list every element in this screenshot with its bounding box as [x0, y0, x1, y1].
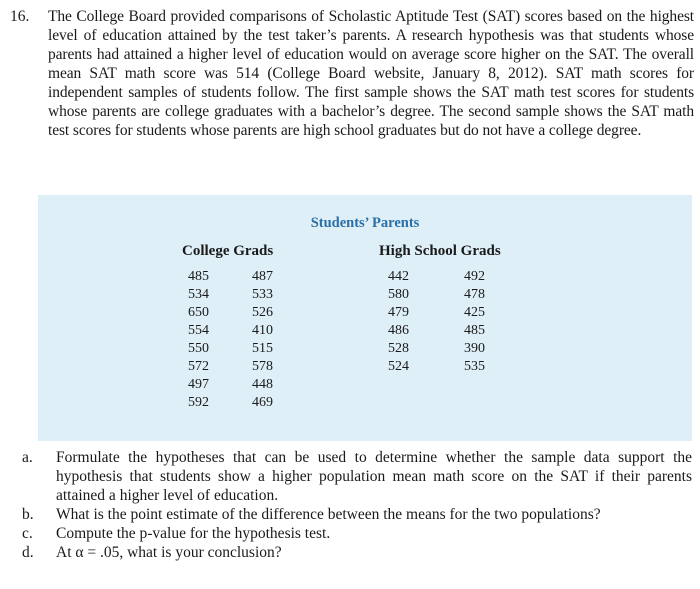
table-cell: 442	[388, 269, 409, 284]
question-text: Compute the p-value for the hypothesis test.	[56, 525, 331, 542]
table-cell: 478	[464, 287, 485, 302]
question-text: At α = .05, what is your conclusion?	[56, 544, 282, 561]
question-label: a.	[22, 449, 33, 466]
table-cell: 410	[252, 323, 273, 338]
college-grads-column-2	[252, 268, 273, 412]
table-cell: 524	[388, 359, 409, 374]
table-cell: 534	[188, 287, 209, 302]
table-cell: 487	[252, 269, 273, 284]
table-cell: 526	[252, 305, 273, 320]
table-title: Students’ Parents	[310, 215, 420, 231]
table-cell: 592	[188, 395, 209, 410]
question-label: b.	[22, 506, 34, 523]
high-school-grads-column-2	[464, 268, 485, 376]
table-cell: 390	[464, 341, 485, 356]
table-cell: 580	[388, 287, 409, 302]
table-cell: 448	[252, 377, 273, 392]
table-cell: 479	[388, 305, 409, 320]
table-cell: 650	[188, 305, 209, 320]
question-text: What is the point estimate of the difference between the means for the two populations?	[56, 506, 601, 523]
high-school-grads-column-1	[388, 268, 409, 376]
question-list	[22, 448, 692, 562]
question-item	[22, 505, 692, 524]
table-cell: 485	[464, 323, 485, 338]
college-grads-header: College Grads	[182, 243, 274, 259]
question-item	[22, 524, 692, 543]
table-cell: 528	[388, 341, 409, 356]
table-cell: 550	[188, 341, 209, 356]
question-label: d.	[22, 544, 34, 561]
high-school-grads-header: High School Grads	[379, 243, 501, 259]
question-text: Formulate the hypotheses that can be used to determine whether the sample data support the hypothesis that students show a higher population mean math score on the SAT if their parents attained a higher level of education.	[56, 449, 692, 504]
question-item	[22, 448, 692, 505]
table-cell: 497	[188, 377, 209, 392]
question-item	[22, 543, 692, 562]
table-cell: 425	[464, 305, 485, 320]
table-cell: 486	[388, 323, 409, 338]
table-cell: 515	[252, 341, 273, 356]
problem-intro: The College Board provided comparisons of Scholastic Aptitude Test (SAT) scores based on the highest level of education attained by the test taker’s parents. A research hypothesis was that students whose parents had attained a higher level of education would on average score higher on the SAT. The overall mean SAT math score was 514 (College Board website, January 8, 2012). SAT math scores for independent samples of students follow. The first sample shows the SAT math test scores for students whose parents are college graduates with a bachelor’s degree. The second sample shows the SAT math test scores for students whose parents are high school graduates but do not have a college degree.	[48, 8, 694, 139]
table-cell: 485	[188, 269, 209, 284]
table-cell: 469	[252, 395, 273, 410]
table-cell: 572	[188, 359, 209, 374]
problem-number: 16.	[10, 8, 30, 25]
table-cell: 492	[464, 269, 485, 284]
data-table	[38, 195, 692, 441]
table-cell: 533	[252, 287, 273, 302]
table-cell: 535	[464, 359, 485, 374]
table-cell: 578	[252, 359, 273, 374]
college-grads-column-1	[188, 268, 209, 412]
table-cell: 554	[188, 323, 209, 338]
question-label: c.	[22, 525, 33, 542]
